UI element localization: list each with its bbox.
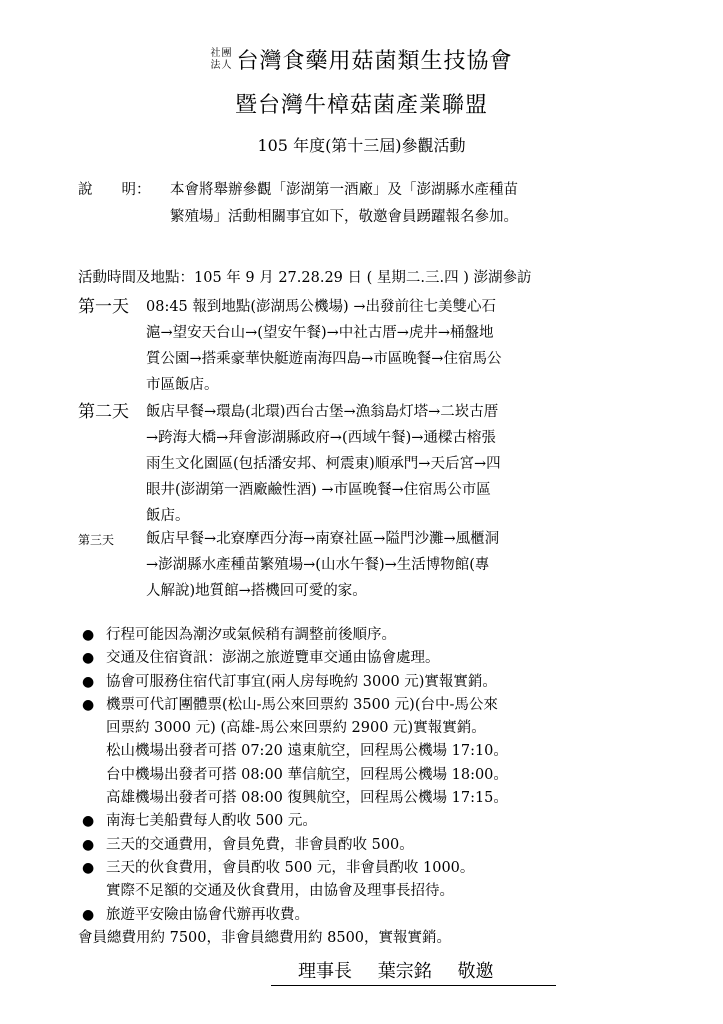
total-cost: 會員總費用約 7500，非會員總費用約 8500，實報實銷。: [78, 929, 452, 946]
list-item-continuation: 高雄機場出發者可搭 08:00 復興航空，回程馬公機場 17:15。: [106, 790, 508, 807]
list-item-continuation: 實際不足額的交通及伙食費用，由協會及理事長招待。: [106, 883, 454, 900]
intro-label: 說 明：: [78, 182, 151, 198]
list-item: ● 南海七美船費每人酌收 500 元。: [78, 810, 698, 833]
list-item: ● 三天的交通費用，會員免費，非會員酌收 500。: [78, 834, 698, 857]
signature-title: 理事長: [298, 961, 352, 982]
bullet-icon: ●: [82, 696, 95, 713]
day3-line: →澎湖縣水產種苗繁殖場→(山水午餐)→生活博物館(專: [146, 557, 490, 573]
event-time-place: 活動時間及地點：105 年 9 月 27.28.29 日 ( 星期二.三.四 ) 澎湖參訪: [78, 270, 532, 286]
list-item-continuation: 松山機場出發者可搭 07:20 遠東航空，回程馬公機場 17:10。: [106, 743, 508, 760]
list-item-continuation: 回票約 3000 元) (高雄-馬公來回票約 2900 元)實報實銷。: [106, 720, 486, 737]
list-item: ● 交通及住宿資訊：澎湖之旅遊覽車交通由協會處理。: [78, 647, 698, 670]
signature-name: 葉宗銘: [377, 961, 432, 982]
day2-line: 飯店。: [146, 508, 190, 524]
bullet-icon: ●: [82, 627, 95, 643]
signature-underline: [271, 985, 556, 986]
intro-text: 本會將舉辦參觀「澎湖第一酒廠」及「澎湖縣水產種苗 繁殖場」活動相關事宜如下，敬邀會員踴躍報名參加。: [170, 182, 518, 225]
day2-line: 眼井(澎湖第一酒廠鹼性酒) →市區晚餐→住宿馬公市區: [146, 482, 491, 498]
day3-label: 第三天: [78, 533, 115, 547]
day2-line: →跨海大橋→拜會澎湖縣政府→(西域午餐)→通樑古榕張: [146, 430, 496, 446]
day2-line: 飯店早餐→環島(北環)西台古堡→漁翁島灯塔→二崁古厝: [146, 404, 499, 420]
day2-label: 第二天: [78, 402, 129, 422]
bullet-icon: ●: [82, 859, 95, 876]
list-item: ● 協會可服務住宿代訂事宜(兩人房每晚約 3000 元)實報實銷。: [78, 671, 698, 694]
day1-label: 第一天: [78, 297, 129, 317]
event-subtitle: 105 年度(第十三屆)參觀活動: [257, 136, 466, 155]
organization-type-tag: 社團 法人: [210, 47, 233, 71]
day3-line: 人解說)地質館→搭機回可愛的家。: [146, 583, 367, 599]
signature-line: [298, 957, 513, 983]
day1-line: 質公園→搭乘豪華快艇遊南海四島→市區晚餐→住宿馬公: [146, 351, 502, 367]
day1-line: 市區飯店。: [146, 377, 219, 393]
notes-list: [78, 624, 698, 950]
signature-closing: 敬邀: [457, 961, 494, 982]
list-item-continuation: 台中機場出發者可搭 08:00 華信航空，回程馬公機場 18:00。: [106, 766, 508, 783]
day1-line: 滬→望安天台山→(望安午餐)→中社古厝→虎井→桶盤地: [146, 325, 494, 341]
list-item: ● 旅遊平安險由協會代辦再收費。: [78, 904, 698, 927]
organization-name-line2: 暨台灣牛樟菇菌產業聯盟: [234, 93, 488, 118]
bullet-icon: ●: [82, 813, 95, 830]
day3-line: 飯店早餐→北寮摩西分海→南寮社區→隘門沙灘→風櫃洞: [146, 531, 500, 547]
bullet-icon: ●: [82, 836, 95, 853]
organization-name-line1: 社團 法人 台灣食藥用菇菌類生技協會: [210, 47, 513, 74]
list-item: ● 機票可代訂團體票(松山-馬公來回票約 3500 元)(台中-馬公來: [78, 694, 698, 717]
bullet-icon: ●: [82, 906, 95, 923]
bullet-icon: ●: [82, 650, 95, 667]
day1-line: 08:45 報到地點(澎湖馬公機場) →出發前往七美雙心石: [146, 299, 496, 315]
day2-line: 雨生文化園區(包括潘安邦、柯震東)順承門→天后宮→四: [146, 456, 501, 472]
bullet-icon: ●: [82, 673, 95, 690]
list-item: ● 三天的伙食費用，會員酌收 500 元，非會員酌收 1000。: [78, 857, 698, 880]
list-item: ● 行程可能因為潮汐或氣候稍有調整前後順序。: [78, 624, 698, 647]
